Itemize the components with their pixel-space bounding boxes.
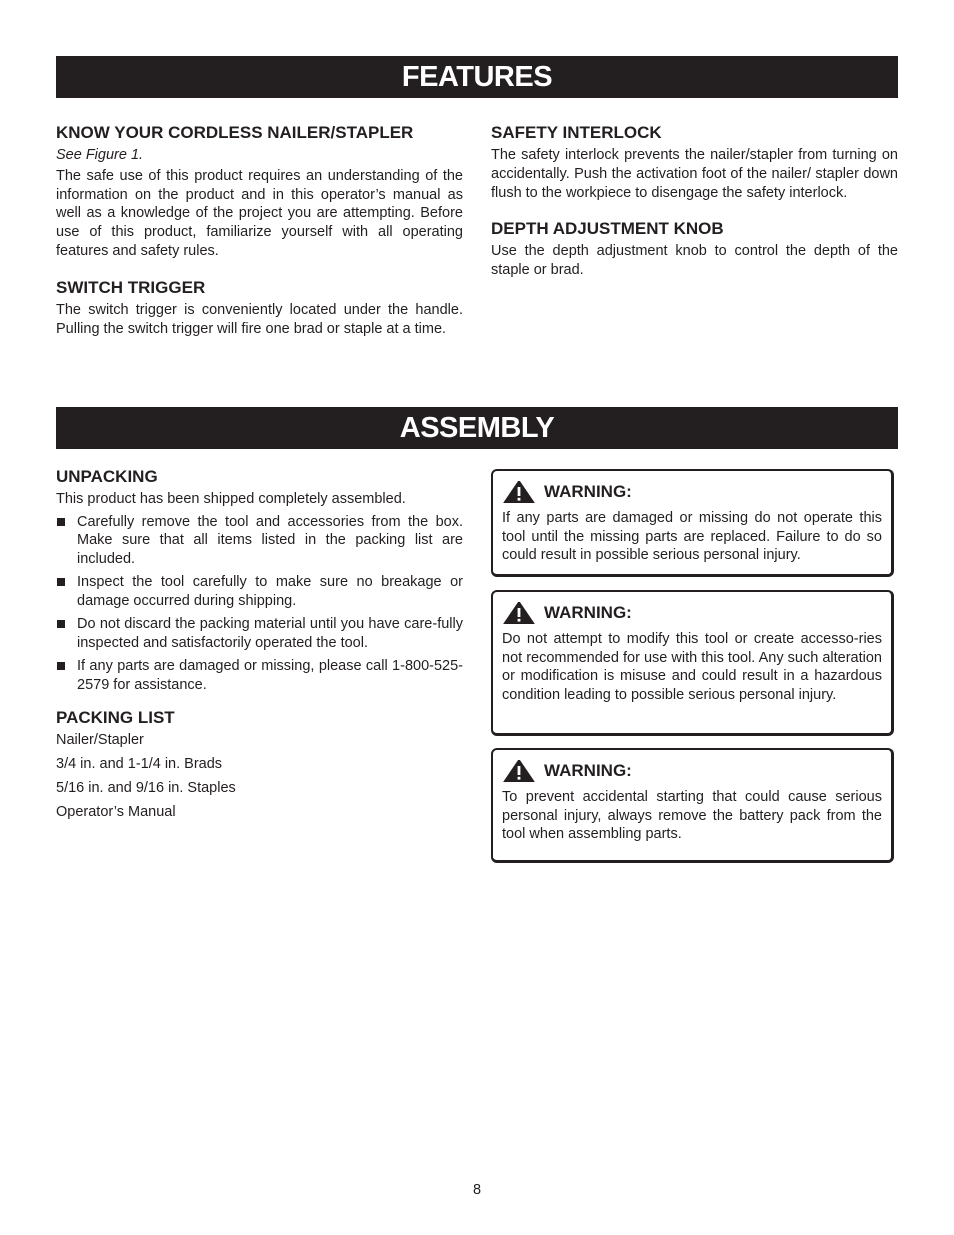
warning-triangle-icon (502, 602, 536, 624)
unpacking-intro: This product has been shipped completely assembled. (56, 491, 406, 507)
list-item-text: If any parts are damaged or missing, please call 1-800-525-2579 for assistance. (77, 658, 463, 693)
unpacking-list (56, 513, 463, 695)
see-figure-note: See Figure 1. (56, 147, 144, 163)
switch-trigger-body: The switch trigger is conveniently located under the handle. Pulling the switch trigger will fire one brad or staple at a time. (56, 301, 463, 337)
bullet-square-icon (57, 518, 65, 526)
warning-triangle-icon (502, 481, 536, 503)
warning-body: If any parts are damaged or missing do not operate this tool until the missing parts are replaced. Failure to do so could result in possible serious personal injury. (502, 510, 882, 564)
know-body: The safe use of this product requires an understanding of the information on the product and in this operator’s manual as well as a knowledge of the project you are attempting. Before use of this product, familiarize yourself with all operating features and safety rules. (56, 167, 463, 259)
warning-box-2 (491, 590, 894, 736)
bullet-square-icon (57, 620, 65, 628)
safety-interlock-heading: SAFETY INTERLOCK (491, 123, 662, 142)
list-item (56, 657, 463, 694)
features-left-column (56, 122, 463, 338)
warning-title: WARNING: (544, 761, 632, 780)
list-item (56, 513, 463, 569)
list-item (56, 573, 463, 610)
depth-knob-body: Use the depth adjustment knob to control the depth of the staple or brad. (491, 243, 898, 279)
packing-list-item: Nailer/Stapler (56, 732, 144, 749)
warning-body: Do not attempt to modify this tool or create accesso-ries not recommended for use with this tool. Any such alteration or modification is misuse and could result in a hazardous condition leading to possible serious personal injury. (502, 631, 882, 704)
packing-list-item: 3/4 in. and 1-1/4 in. Brads (56, 756, 223, 773)
warning-box-3 (491, 748, 894, 863)
list-item-text: Inspect the tool carefully to make sure no breakage or damage occurred during shipping. (77, 574, 463, 609)
warning-title: WARNING: (544, 482, 632, 501)
features-right-column (491, 122, 898, 280)
page-number: 8 (472, 1182, 482, 1198)
list-item-text: Do not discard the packing material until you have care-fully inspected and satisfactorily operated the tool. (77, 616, 463, 651)
depth-knob-heading: DEPTH ADJUSTMENT KNOB (491, 219, 724, 239)
packing-list (56, 731, 463, 821)
packing-list-heading: PACKING LIST (56, 708, 175, 728)
warning-box-1 (491, 469, 894, 577)
list-item (56, 615, 463, 652)
switch-trigger-heading: SWITCH TRIGGER (56, 277, 206, 297)
assembly-banner: ASSEMBLY (56, 407, 898, 449)
bullet-square-icon (57, 578, 65, 586)
warning-title: WARNING: (544, 603, 632, 622)
warning-triangle-icon (502, 760, 536, 782)
bullet-square-icon (57, 662, 65, 670)
packing-list-item: Operator’s Manual (56, 803, 176, 820)
packing-list-item: 5/16 in. and 9/16 in. Staples (56, 779, 236, 796)
unpacking-heading: UNPACKING (56, 467, 158, 486)
features-banner: FEATURES (56, 56, 898, 98)
warning-body: To prevent accidental starting that could cause serious personal injury, always remove the battery pack from the tool when assembling parts. (502, 789, 882, 843)
know-heading: KNOW YOUR CORDLESS NAILER/STAPLER (56, 123, 414, 142)
assembly-left-column (56, 466, 463, 826)
safety-interlock-body: The safety interlock prevents the nailer/stapler from turning on accidentally. Push the activation foot of the nailer/ stapler down flush to the workpiece to disengage the safety interlock. (491, 147, 898, 201)
list-item-text: Carefully remove the tool and accessories from the box. Make sure that all items listed in the packing list are included. (77, 513, 463, 567)
